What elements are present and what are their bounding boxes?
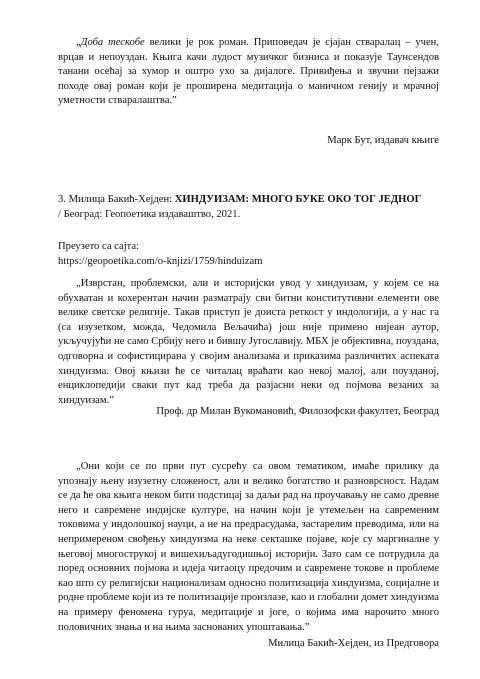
attribution-vukomanovic <box>58 406 439 417</box>
entry-title-bold: ХИНДУИЗАМ: МНОГО БУКЕ ОКО ТОГ ЈЕДНОГ <box>174 194 422 205</box>
download-source <box>58 240 439 269</box>
entry-heading <box>58 193 458 208</box>
review-doba-teskobe <box>58 36 439 109</box>
book-title-italic: Доба тескобе <box>80 37 145 48</box>
attribution-text: Милица Бакић-Хејден, из Предговора <box>268 638 439 649</box>
attribution-text: Марк Бут, издавач књиге <box>327 135 439 146</box>
attribution-preface <box>58 638 439 649</box>
review-paragraph: „Они који се по први пут сусрећу са овом тематиком, имаће прилику да упознају њену изузетну сложеност, али и велико богатство и разноврсност. Надам се да ће ова књига неком бити подстицај за даљи рад на проучавању не само древне него и савремене индијске културе, на начин који је утемељен на савременим токовима у индолошкој науци, а не на предрасудама, застарелим преводима, или на непримереном свођењу хиндуизма на неке секташке појаве, које су маргиналне у његовој многострукој и вишехиљадугодишњој историји. Зато сам се потрудила да поред основних појмова и идеја читаоцу предочим и савремене токове и проблеме као што су религијски национализам односно политизација хиндуизма, социјалне и родне проблеме који из те политизације произлазе, као и глобални домет хиндуизма на примеру феномена гуруа, медитације и јоге, о којима има нарочито много половичних знања и на њима заснованих упоштавања.” <box>58 461 439 633</box>
review-preface <box>58 460 439 635</box>
attribution-mark-booth <box>58 135 439 146</box>
review-paragraph: „Изврстан, проблемски, али и историјски увод у хиндуизам, у којем се на обухватан и кохерентан начин разматрају сви битни конститутивни елементи ове велике светске религије. Такав приступ је доиста реткост у индологији, а у нас га (са изузетком, можда, Чедомила Вељачића) још није примено нијеан аутор, укључујући не само Србију него и бившу Југославију. МБХ је објективна, поуздана, одговорна и софистицирана у својим анализама и приказима различитих аспеката хиндуизма. Овој књизи ће се читалац враћати као некој малој, али поузданој, енциклопедији сваки пут кад треба да разјасни неки од појмова везаних за хиндуизам.” <box>58 278 439 406</box>
download-label: Преузето са сајта: <box>58 241 140 252</box>
review-paragraph <box>58 36 439 109</box>
quote-open: „ <box>76 37 81 48</box>
bibliographic-entry-3 <box>58 193 458 222</box>
download-url-link[interactable]: https://geopoetika.com/o-knjizi/1759/hinduizam <box>58 255 263 267</box>
entry-number-author: 3. Милица Бакић-Хејден: <box>58 194 175 205</box>
review-vukomanovic <box>58 277 439 408</box>
entry-publisher: / Београд: Геопоетика издаваштво, 2021. <box>58 208 241 220</box>
attribution-text: Проф. др Милан Вукомановић, Филозофски факултет, Београд <box>156 406 439 417</box>
review-text: велики је рок роман. Приповедач је сјајан стваралац – учен, врцав и непоуздан. Књига качи лудост музичког бизниса и показује Таунсендов танани осећај за хумор и оштро ухо за дијалоге. Привиђења и звучни пејзажи походе овај роман који је проширена медитација о маничном генију и мрачној уметности стваралаштва.” <box>58 37 439 107</box>
